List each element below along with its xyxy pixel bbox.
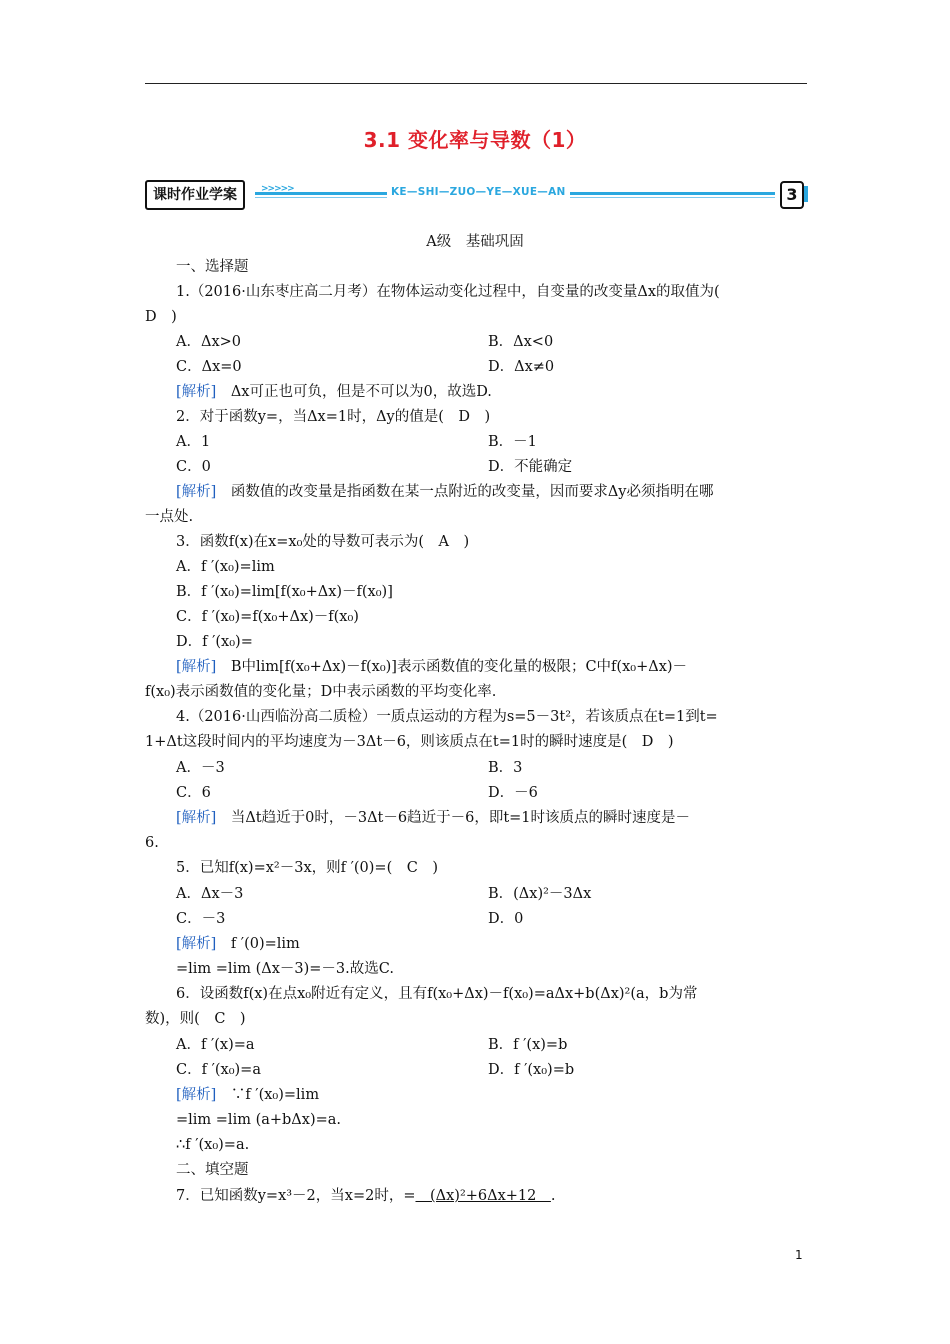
q5-stem: 5．已知f(x)=x²－3x，则f ′(0)=( C ) bbox=[176, 860, 438, 876]
banner-pinyin: KE—SHI—ZUO—YE—XUE—AN bbox=[387, 186, 570, 198]
section-banner bbox=[143, 178, 807, 212]
explanation-text: B中lim[f(x₀+Δx)－f(x₀)]表示函数值的变化量的极限；C中f(x₀+Δx)－ bbox=[230, 659, 688, 675]
q6-option-a: A．f ′(x)=a bbox=[176, 1037, 255, 1053]
q6-option-b: B．f ′(x)=b bbox=[488, 1037, 568, 1053]
q6-explanation bbox=[176, 1085, 319, 1105]
explanation-tag: [解析] bbox=[176, 1087, 217, 1103]
q4-option-d: D．－6 bbox=[488, 785, 538, 801]
q2-stem: 2．对于函数y=，当Δx=1时，Δy的值是( D ) bbox=[176, 409, 491, 425]
q1-option-c: C．Δx=0 bbox=[176, 359, 242, 375]
q2-option-b: B．－1 bbox=[488, 434, 537, 450]
q6-explanation-cont: =lim =lim (a+bΔx)=a. bbox=[176, 1112, 342, 1128]
q5-explanation bbox=[176, 934, 300, 954]
q1-stem-cont: D ) bbox=[145, 309, 177, 325]
banner-number: 3 bbox=[780, 181, 804, 209]
q7-line bbox=[176, 1186, 556, 1206]
explanation-text: 函数值的改变量是指函数在某一点附近的改变量，因而要求Δy必须指明在哪 bbox=[230, 484, 714, 500]
q3-option-a: A．f ′(x₀)=lim bbox=[176, 559, 275, 575]
explanation-text: f ′(0)=lim bbox=[230, 936, 300, 952]
q5-option-a: A．Δx－3 bbox=[176, 886, 244, 902]
q3-option-b: B．f ′(x₀)=lim[f(x₀+Δx)－f(x₀)] bbox=[176, 584, 393, 600]
page-number: 1 bbox=[795, 1248, 803, 1262]
banner-tail bbox=[804, 186, 808, 202]
q6-option-d: D．f ′(x₀)=b bbox=[488, 1062, 575, 1078]
q3-explanation-cont: f(x₀)表示函数值的变化量；D中表示函数的平均变化率. bbox=[145, 684, 497, 700]
q1-stem: 1.（2016·山东枣庄高二月考）在物体运动变化过程中，自变量的改变量Δx的取值为( bbox=[176, 284, 720, 300]
explanation-tag: [解析] bbox=[176, 384, 217, 400]
explanation-tag: [解析] bbox=[176, 659, 217, 675]
banner-label: 课时作业学案 bbox=[145, 180, 245, 210]
q7-end: . bbox=[550, 1188, 556, 1204]
q5-explanation-cont: =lim =lim (Δx－3)=－3.故选C. bbox=[176, 961, 394, 977]
q2-option-c: C．0 bbox=[176, 459, 211, 475]
q4-option-a: A．－3 bbox=[176, 760, 225, 776]
q1-explanation bbox=[176, 382, 492, 402]
q4-stem-cont: 1+Δt这段时间内的平均速度为－3Δt－6，则该质点在t=1时的瞬时速度是( D ) bbox=[145, 734, 674, 750]
page-title: 3.1 变化率与导数（1） bbox=[363, 128, 587, 152]
section-heading-fill: 二、填空题 bbox=[176, 1162, 249, 1178]
explanation-text: 当Δt趋近于0时，－3Δt－6趋近于－6，即t=1时该质点的瞬时速度是－ bbox=[230, 810, 691, 826]
q4-option-c: C．6 bbox=[176, 785, 211, 801]
q6-stem: 6．设函数f(x)在点x₀附近有定义，且有f(x₀+Δx)－f(x₀)=aΔx+b(Δx)²(a，b为常 bbox=[176, 986, 698, 1002]
q4-stem: 4.（2016·山西临汾高二质检）一质点运动的方程为s=5－3t²，若该质点在t=1到t= bbox=[176, 709, 718, 725]
banner-arrows-icon: >>>>> bbox=[261, 184, 294, 194]
q4-explanation bbox=[176, 808, 690, 828]
header-rule bbox=[145, 83, 807, 84]
explanation-tag: [解析] bbox=[176, 936, 217, 952]
q2-explanation bbox=[176, 482, 714, 502]
q3-explanation bbox=[176, 657, 687, 677]
q1-option-b: B．Δx<0 bbox=[488, 334, 554, 350]
q3-stem: 3．函数f(x)在x=x₀处的导数可表示为( A ) bbox=[176, 534, 470, 550]
explanation-text: ∵f ′(x₀)=lim bbox=[230, 1087, 320, 1103]
q2-option-a: A．1 bbox=[176, 434, 211, 450]
q3-option-d: D．f ′(x₀)= bbox=[176, 634, 253, 650]
q1-option-a: A．Δx>0 bbox=[176, 334, 241, 350]
q5-option-b: B．(Δx)²－3Δx bbox=[488, 886, 592, 902]
q7-stem: 7．已知函数y=x³－2，当x=2时，= bbox=[176, 1188, 416, 1204]
q6-option-c: C．f ′(x₀)=a bbox=[176, 1062, 261, 1078]
level-heading: A级 基础巩固 bbox=[426, 234, 524, 250]
q2-explanation-cont: 一点处. bbox=[145, 509, 194, 525]
section-heading-choice: 一、选择题 bbox=[176, 259, 249, 275]
explanation-text: Δx可正也可负，但是不可以为0，故选D. bbox=[230, 384, 492, 400]
q3-option-c: C．f ′(x₀)=f(x₀+Δx)－f(x₀) bbox=[176, 609, 359, 625]
q2-option-d: D．不能确定 bbox=[488, 459, 573, 475]
q4-option-b: B．3 bbox=[488, 760, 523, 776]
q4-explanation-cont: 6. bbox=[145, 835, 159, 851]
q5-option-c: C．－3 bbox=[176, 911, 226, 927]
explanation-tag: [解析] bbox=[176, 810, 217, 826]
explanation-tag: [解析] bbox=[176, 484, 217, 500]
q5-option-d: D．0 bbox=[488, 911, 524, 927]
q6-explanation-conclusion: ∴f ′(x₀)=a. bbox=[176, 1137, 250, 1153]
q7-answer: (Δx)²+6Δx+12 bbox=[415, 1188, 551, 1204]
q6-stem-cont: 数)，则( C ) bbox=[145, 1011, 246, 1027]
q1-option-d: D．Δx≠0 bbox=[488, 359, 555, 375]
